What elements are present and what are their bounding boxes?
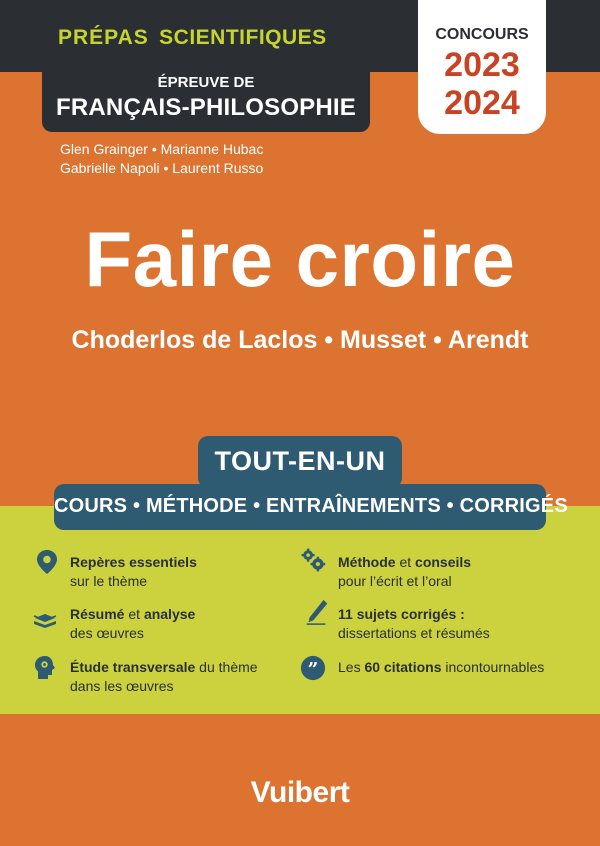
publisher-name: Vuibert bbox=[250, 776, 350, 809]
methods-box bbox=[54, 484, 568, 530]
feature-methode-bold1: Méthode bbox=[338, 554, 396, 570]
authors bbox=[60, 140, 263, 178]
tout-en-un-label: TOUT-EN-UN bbox=[214, 446, 386, 476]
feature-etude bbox=[70, 658, 258, 696]
svg-text:”: ” bbox=[307, 659, 319, 681]
concours-year2: 2024 bbox=[444, 84, 520, 122]
feature-citations-rest: incontournables bbox=[441, 659, 545, 675]
feature-resume-line2: des œuvres bbox=[70, 625, 144, 641]
publisher-logo bbox=[0, 776, 600, 810]
concours-label: CONCOURS bbox=[435, 26, 529, 43]
feature-citations-bold: 60 citations bbox=[364, 659, 442, 675]
series-name bbox=[58, 26, 327, 50]
authors-line2: Gabrielle Napoli • Laurent Russo bbox=[60, 160, 264, 176]
epreuve-line2: FRANÇAIS-PHILOSOPHIE bbox=[55, 94, 356, 121]
feature-methode-line2: pour l’écrit et l’oral bbox=[338, 573, 452, 589]
authors-line1: Glen Grainger • Marianne Hubac bbox=[60, 141, 264, 157]
feature-citations-pre: Les bbox=[338, 659, 365, 675]
quote-icon bbox=[300, 654, 326, 682]
book-title: Faire croire bbox=[84, 215, 516, 303]
feature-reperes-line2: sur le thème bbox=[70, 573, 148, 589]
feature-resume-mid: et bbox=[124, 606, 144, 622]
feature-resume-bold2: analyse bbox=[143, 606, 196, 622]
feature-sujets-line2: dissertations et résumés bbox=[338, 625, 490, 641]
map-pin-icon bbox=[34, 548, 60, 576]
feature-sujets-bold: 11 sujets corrigés : bbox=[338, 606, 465, 622]
pencil-icon bbox=[304, 598, 330, 626]
series-sub: SCIENTIFIQUES bbox=[159, 26, 327, 49]
feature-methode-bold2: conseils bbox=[415, 554, 472, 570]
feature-methode bbox=[338, 553, 471, 591]
epreuve-line1: ÉPREUVE DE bbox=[157, 74, 255, 91]
feature-methode-mid: et bbox=[395, 554, 416, 570]
methods-label: COURS • MÉTHODE • ENTRAÎNEMENTS • CORRIGÉS bbox=[54, 495, 568, 517]
feature-citations bbox=[338, 658, 544, 677]
concours-year1: 2023 bbox=[444, 46, 520, 84]
concours-badge bbox=[418, 0, 546, 134]
feature-sujets bbox=[338, 605, 490, 643]
epreuve-box bbox=[42, 66, 370, 132]
tout-en-un-box bbox=[198, 436, 402, 488]
books-icon bbox=[32, 604, 58, 632]
series-brand: PRÉPAS bbox=[58, 26, 149, 49]
feature-etude-bold: Étude transversale bbox=[70, 659, 196, 675]
feature-etude-line2: dans les œuvres bbox=[70, 678, 174, 694]
feature-resume-bold1: Résumé bbox=[70, 606, 125, 622]
feature-resume bbox=[70, 605, 195, 643]
book-subtitle: Choderlos de Laclos • Musset • Arendt bbox=[71, 326, 529, 354]
feature-etude-rest: du thème bbox=[195, 659, 258, 675]
feature-reperes-bold: Repères essentiels bbox=[70, 554, 197, 570]
gears-icon bbox=[300, 546, 326, 574]
feature-reperes bbox=[70, 553, 197, 591]
head-gear-icon bbox=[33, 654, 59, 682]
